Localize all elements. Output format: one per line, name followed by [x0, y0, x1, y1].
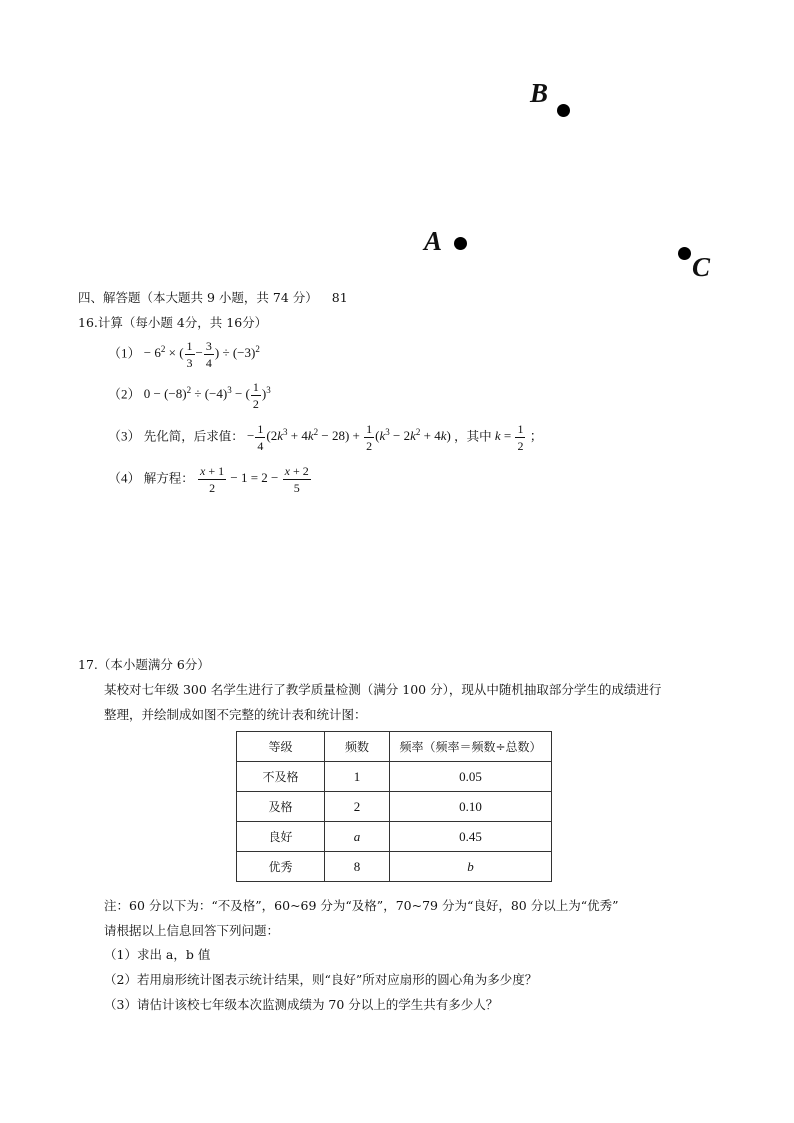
- section-title: 四、解答题（本大题共 9 小题，共 74 分）: [78, 290, 318, 305]
- table-cell: 及格: [237, 792, 325, 822]
- q17-question-2: （2）若用扇形统计图表示统计结果，则“良好”所对应扇形的圆心角为多少度？: [104, 972, 538, 987]
- table-cell: a: [325, 822, 390, 852]
- q16-part3-expr: − $\frac{1}{4}$ $(2k^3 + 4k^2 - 28)$ + $\frac{1}{2}$ $(k^3 - 2k^2 + 4k)$: [247, 422, 451, 453]
- table-cell: 1: [325, 762, 390, 792]
- q16-part3-condition: k = $\frac{1}{2}$: [494, 422, 524, 453]
- table-row: [237, 792, 552, 822]
- q16-part3-mid: ，其中: [454, 428, 492, 444]
- table-row: [237, 822, 552, 852]
- q16-part3: [108, 423, 543, 452]
- q17-prompt: 请根据以上信息回答下列问题：: [104, 923, 280, 938]
- point-b-dot: [557, 104, 570, 117]
- q16-title: 16.计算（每小题 4分，共 16分）: [78, 315, 268, 330]
- table-cell: 0.45: [390, 822, 552, 852]
- q17-intro-line1: 某校对七年级 300 名学生进行了教学质量检测（满分 100 分），现从中随机抽取部分学生的成绩进行: [104, 682, 662, 697]
- q16-part4-prefix: 解方程：: [143, 470, 194, 486]
- q17-question-1: （1）求出 a，b 值: [104, 947, 211, 962]
- q17-title: 17.（本小题满分 6分）: [78, 657, 210, 672]
- point-b-label: B: [530, 78, 549, 108]
- q16-part3-end: ；: [529, 428, 543, 444]
- q16-part4-expr: $\frac{x + 1}{2}$ − 1 = 2 − $\frac{x + 2}{5}$: [200, 464, 309, 495]
- table-row: [237, 762, 552, 792]
- section-heading: [78, 288, 348, 306]
- q16-part4: [108, 465, 312, 494]
- q17-note: 注：60 分以下为：“不及格”，60~69 分为“及格”，70~79 分为“良好，80 分以上为“优秀”: [104, 898, 619, 913]
- q16-part2-tag: （2）: [108, 386, 141, 402]
- q16-part3-prefix: 先化简，后求值：: [143, 428, 244, 444]
- table-cell: 0.05: [390, 762, 552, 792]
- statistics-table: [236, 731, 552, 882]
- table-cell: 8: [325, 852, 390, 882]
- table-cell: b: [390, 852, 552, 882]
- q16-part2: [108, 381, 271, 410]
- section-score-note: 81: [331, 290, 348, 305]
- q17-intro-line2: 整理，并绘制成如图不完整的统计表和统计图：: [104, 707, 367, 722]
- table-cell: 0.10: [390, 792, 552, 822]
- q16-part1: [108, 340, 260, 369]
- q17-question-3: （3）请估计该校七年级本次监测成绩为 70 分以上的学生共有多少人？: [104, 997, 499, 1012]
- table-header-row: [237, 732, 552, 762]
- q16-part4-tag: （4）: [108, 470, 141, 486]
- table-row: [237, 852, 552, 882]
- q16-part1-tag: （1）: [108, 345, 141, 361]
- point-a-dot: [454, 237, 467, 250]
- table-cell: 优秀: [237, 852, 325, 882]
- table-header-cell: 频率（频率＝频数÷总数）: [390, 732, 552, 762]
- table-header-cell: 等级: [237, 732, 325, 762]
- point-a-label: A: [424, 226, 443, 256]
- q16-part1-expr: − $6^2$ × ( $\frac{1}{3}$ − $\frac{3}{4}$ ) ÷ $(-3)^2$: [143, 339, 260, 370]
- point-c-label: C: [692, 252, 711, 282]
- q16-part2-expr: $0 - (-8)^2 \div (-4)^3$ − ( $\frac{1}{2}$ )$^3$: [143, 380, 271, 411]
- table-cell: 不及格: [237, 762, 325, 792]
- table-cell: 2: [325, 792, 390, 822]
- q16-part3-tag: （3）: [108, 428, 141, 444]
- table-cell: 良好: [237, 822, 325, 852]
- point-c-dot: [678, 247, 691, 260]
- table-header-cell: 频数: [325, 732, 390, 762]
